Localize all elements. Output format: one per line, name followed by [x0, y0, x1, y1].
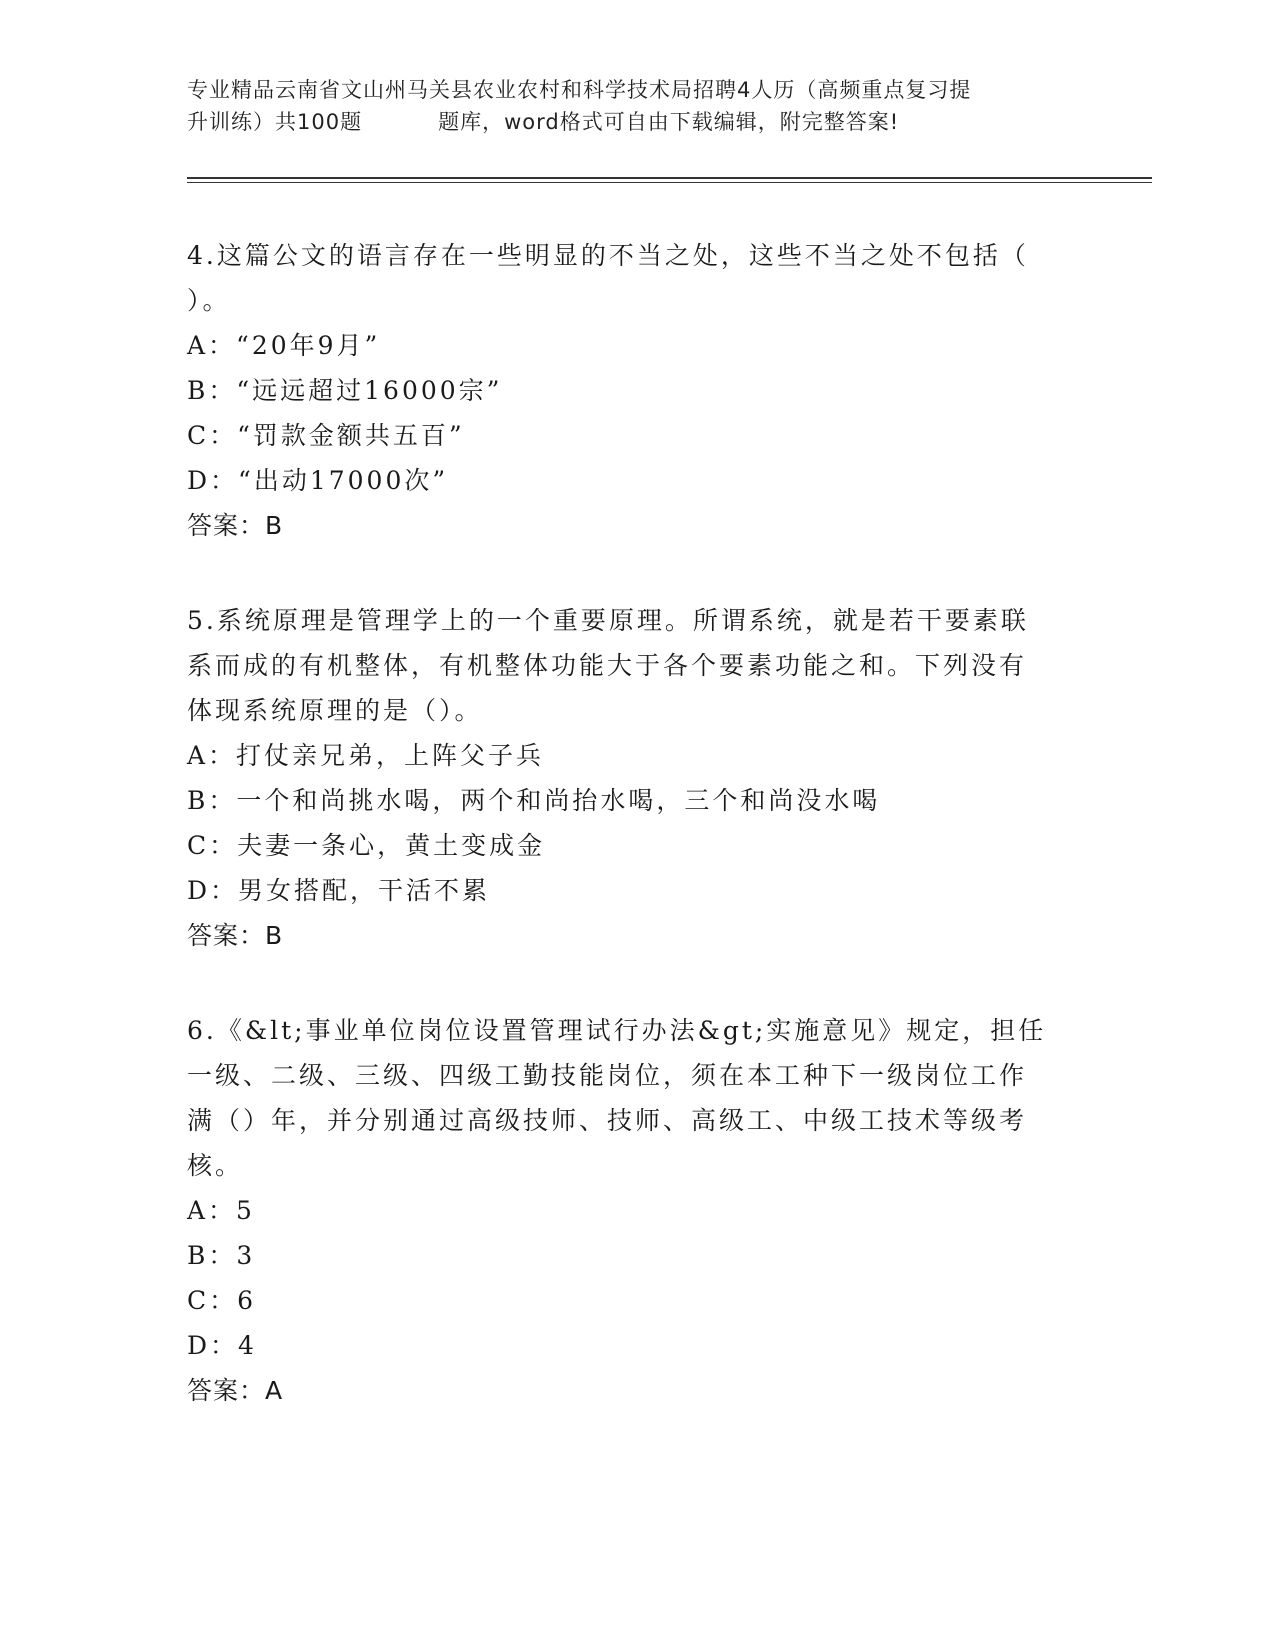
option-b: B：“远远超过16000宗” — [187, 376, 503, 405]
answer: 答案：B — [187, 921, 284, 950]
question-stem-line: 一级、二级、三级、四级工勤技能岗位，须在本工种下一级岗位工作 — [187, 1061, 1028, 1090]
header-line-1: 专业精品云南省文山州马关县农业农村和科学技术局招聘4人历（高频重点复习提 — [187, 78, 972, 102]
option-a: A：打仗亲兄弟，上阵父子兵 — [187, 741, 545, 770]
question-stem-line: 核。 — [187, 1151, 244, 1180]
option-d: D：“出动17000次” — [187, 466, 449, 495]
header-line-2-left: 升训练）共100题 — [187, 110, 363, 134]
option-d: D：男女搭配，干活不累 — [187, 876, 491, 905]
question-stem-line: 体现系统原理的是（）。 — [187, 696, 483, 725]
option-a: A：“20年9月” — [187, 331, 381, 360]
question-6 — [187, 1008, 1067, 1413]
header-divider-thin — [187, 182, 1152, 183]
question-stem-line: 满（）年，并分别通过高级技师、技师、高级工、中级工技术等级考 — [187, 1106, 1028, 1135]
question-5 — [187, 598, 1067, 958]
header-line-2 — [187, 106, 1087, 138]
question-stem-line: 5.系统原理是管理学上的一个重要原理。所谓系统，就是若干要素联 — [187, 606, 1029, 635]
option-c: C：夫妻一条心，黄土变成金 — [187, 831, 546, 860]
option-c: C：“罚款金额共五百” — [187, 421, 465, 450]
option-b: B：一个和尚挑水喝，两个和尚抬水喝，三个和尚没水喝 — [187, 786, 881, 815]
option-a: A：5 — [187, 1196, 255, 1225]
answer: 答案：B — [187, 511, 284, 540]
header-divider-thick — [187, 177, 1152, 179]
question-4 — [187, 233, 1067, 548]
answer: 答案：A — [187, 1376, 284, 1405]
question-stem-line: 4.这篇公文的语言存在一些明显的不当之处，这些不当之处不包括（ — [187, 241, 1029, 270]
question-stem-line: 系而成的有机整体，有机整体功能大于各个要素功能之和。下列没有 — [187, 651, 1028, 680]
header-line-2-right: 题库，word格式可自由下载编辑，附完整答案! — [438, 110, 900, 134]
option-d: D：4 — [187, 1331, 257, 1360]
question-stem-line: 6.《&lt;事业单位岗位设置管理试行办法&gt;实施意见》规定，担任 — [187, 1016, 1047, 1045]
document-header — [187, 74, 1087, 138]
question-stem-line: ）。 — [187, 286, 231, 315]
option-c: C：6 — [187, 1286, 257, 1315]
option-b: B：3 — [187, 1241, 256, 1270]
